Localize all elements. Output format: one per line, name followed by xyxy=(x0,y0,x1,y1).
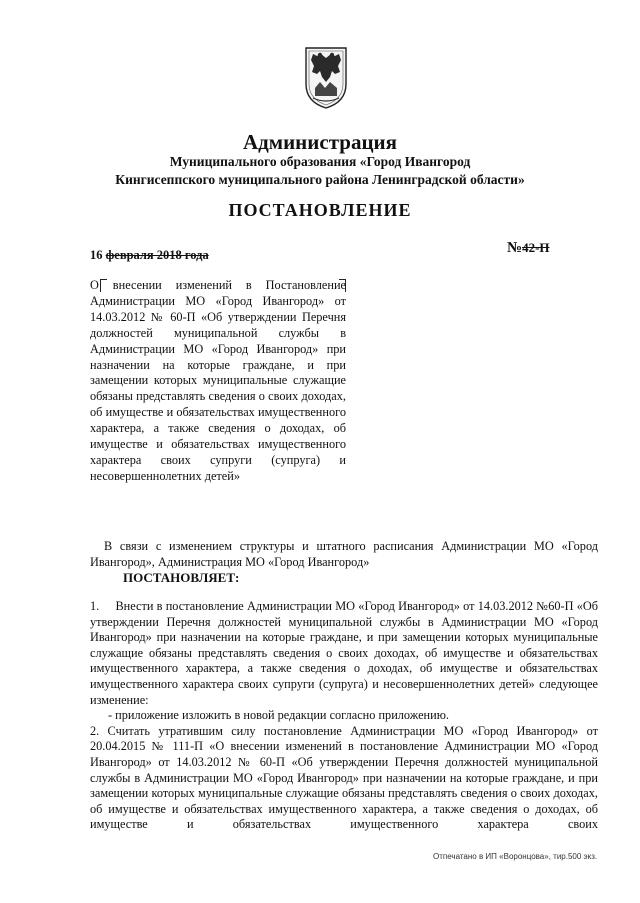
resolution-item-1-sub: - приложение изложить в новой редакции согласно приложению. xyxy=(108,708,449,723)
number-sign: № xyxy=(507,240,523,256)
date-day: 16 xyxy=(90,248,103,262)
print-footer: Отпечатано в ИП «Воронцова», тир.500 экз. xyxy=(433,852,598,861)
coat-of-arms-emblem xyxy=(303,44,349,110)
preamble-paragraph: В связи с изменением структуры и штатного расписания Администрации МО «Город Ивангород», Администрация МО «Город Ивангород» xyxy=(90,539,598,569)
agency-subtitle-line2: Кингисеппского муниципального района Ленинградской области» xyxy=(115,172,525,187)
resolution-item-1: 1. Внести в постановление Администрации МО «Город Ивангород» от 14.03.2012 №60-П «Об утверждении Перечня должностей муниципальной службы в Администрации МО «Город Ивангород» при назначении на которые граждане, и при замещении которых муниципальные служащие обязаны представлять сведения о своих доходах, об имуществе и обязательствах имущественного характера, а также сведения о доходах, об имуществе и обязательствах имущественного характера своих супруги (супруга) и несовершеннолетних детей» следующее изменение: xyxy=(90,599,598,707)
subject-heading: О внесении изменений в Постановление Администрации МО «Город Ивангород» от 14.03.2012 № 60-П «Об утверждении Перечня должностей муниципальной службы в Администрации МО «Город Ивангород» при назначении на которые граждане, и при замещении которых муниципальные служащие обязаны представлять сведения о своих доходах, об имуществе и обязательствах имущественного характера, а также сведения о доходах, об имуществе и обязательствах имущественного характера своих супруги (супруга) и несовершеннолетних детей» xyxy=(90,278,346,483)
agency-subtitle-line1: Муниципального образования «Город Ивангород xyxy=(169,154,471,169)
resolves-heading: ПОСТАНОВЛЯЕТ: xyxy=(123,570,240,585)
agency-title: Администрация xyxy=(242,130,398,154)
number-value: 42-П xyxy=(522,240,550,255)
resolution-body xyxy=(90,599,598,833)
resolution-item-2: 2. Считать утратившим силу постановление Администрации МО «Город Ивангород» от 20.04.2015 № 111-П «О внесении изменений в постановление Администрации МО «Город Ивангород» от 14.03.2012 № 60-П «Об утверждении Перечня должностей муниципальной службы в Администрации МО «Город Ивангород» при назначении на которые граждане, и при замещении которых муниципальные служащие обязаны представлять сведения о своих доходах, об имуществе и обязательствах имущественного характера, а также сведения о доходах, об имуществе и обязательствах имущественного характера своих xyxy=(90,723,598,832)
document-date xyxy=(90,248,209,263)
document-number xyxy=(507,240,578,257)
document-type: ПОСТАНОВЛЕНИЕ xyxy=(228,200,412,220)
date-month-year: февраля 2018 года xyxy=(105,248,209,262)
